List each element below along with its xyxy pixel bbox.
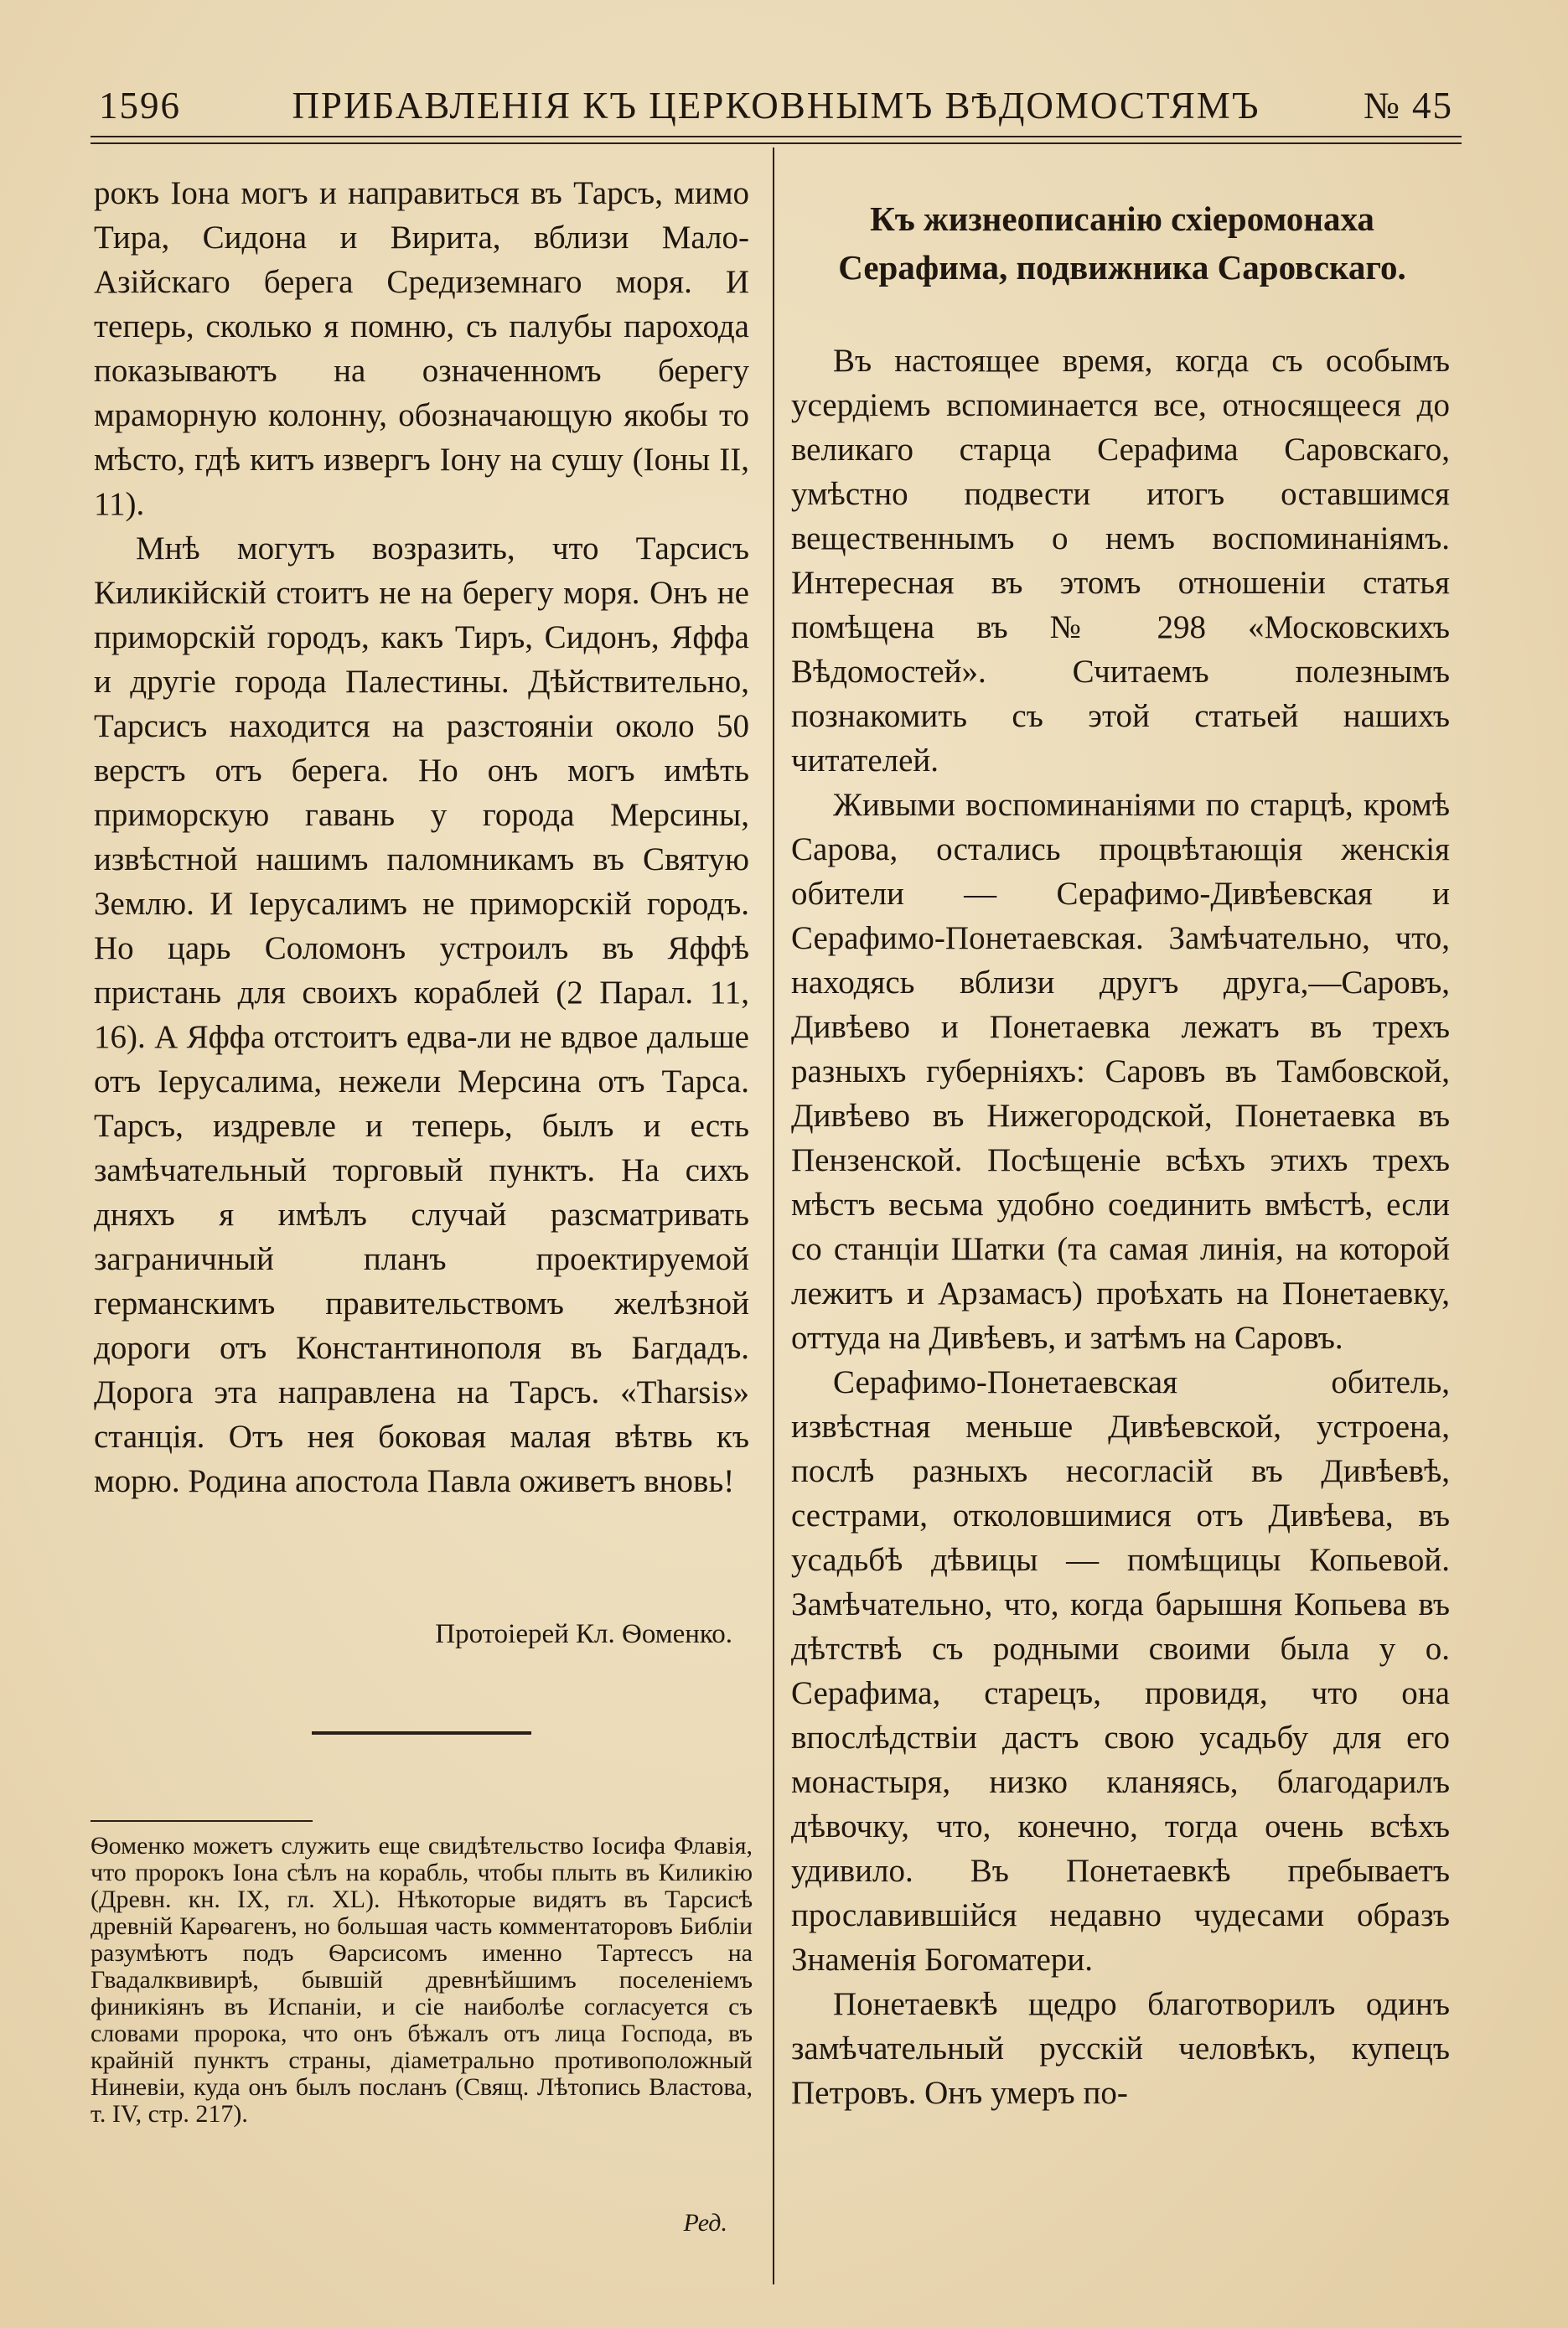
- right-paragraph-3: Серафимо-Понетаевская обитель, извѣстная меньше Дивѣевской, устроена, послѣ разныхъ несогласій въ Дивѣевѣ, сестрами, отколовшимися отъ Дивѣева, въ усадьбѣ дѣвицы — помѣщицы Копьевой. Замѣчательно, что, когда барышня Копьева въ дѣтствѣ съ родными своими была у о. Серафима, старецъ, провидя, что она впослѣдствіи дастъ свою усадьбу для его монастыря, низко кланяясь, благодарилъ дѣвочку, что, конечно, тогда очень всѣхъ удивило. Въ Понетаевкѣ пребываетъ прославившійся недавно чудесами образъ Знаменія Богоматери.: [791, 1364, 1450, 1978]
- header-rule-top: [91, 136, 1462, 137]
- page-header: [99, 84, 1453, 134]
- right-paragraph-2: Живыми воспоминаніями по старцѣ, кромѣ Сарова, остались процвѣтающія женскія обители — Серафимо-Дивѣевская и Серафимо-Понетаевская. Замѣчательно, что, находясь вблизи другъ друга,—Саровъ, Дивѣево и Понетаевка лежатъ въ трехъ разныхъ губерніяхъ: Саровъ въ Тамбовской, Дивѣево въ Нижегородской, Понетаевка въ Пензенской. Посѣщеніе всѣхъ этихъ трехъ мѣстъ весьма удобно соединить вмѣстѣ, если со станціи Шатки (та самая линія, на которой лежитъ и Арзамасъ) проѣхать на Понетаевку, оттуда на Дивѣевъ, и затѣмъ на Саровъ.: [791, 787, 1450, 1356]
- issue-number: № 45: [1363, 85, 1453, 127]
- article-heading: Къ жизнеописанію схіеромонаха Серафима, подвижника Саровскаго.: [838, 199, 1406, 287]
- right-paragraph-4: Понетаевкѣ щедро благотворилъ одинъ замѣчательный русскій человѣкъ, купецъ Петровъ. Онъ умеръ по-: [791, 1986, 1450, 2111]
- footnote-signature: Ред.: [683, 2209, 727, 2237]
- page-number: 1596: [99, 85, 181, 127]
- author-signature: Протоіерей Кл. Ѳоменко.: [435, 1619, 732, 1649]
- running-title: ПРИБАВЛЕНІЯ КЪ ЦЕРКОВНЫМЪ ВѢДОМОСТЯМЪ: [292, 85, 1260, 127]
- article-end-rule: [312, 1731, 531, 1735]
- footnote-text: Ѳоменко можетъ служить еще свидѣтельство Іосифа Флавія, что пророкъ Іона сѣлъ на корабль, чтобы плыть въ Киликію (Древн. кн. IX, гл. XL). Нѣкоторые видятъ въ Тарсисѣ древній Карѳагенъ, но большая часть комментаторовъ Библіи разумѣютъ подъ Ѳарсисомъ именно Тартессъ на Гвадалквивирѣ, бывшій древнѣйшимъ поселеніемъ финикіянъ въ Испаніи, и сіе наиболѣе согласуется съ словами пророка, что онъ бѣжалъ отъ лица Господа, въ крайній пунктъ страны, діаметрально противоположный Ниневіи, куда онъ былъ посланъ (Свящ. Лѣтопись Властова, т. IV, стр. 217).: [91, 1832, 753, 2128]
- left-column: [94, 171, 749, 1503]
- footnote-rule: [91, 1820, 313, 1822]
- left-paragraph-2: Мнѣ могутъ возразить, что Тарсисъ Киликійскій стоитъ не на берегу моря. Онъ не приморскій городъ, какъ Тиръ, Сидонъ, Яффа и другіе города Палестины. Дѣйствительно, Тарсисъ находится на разстояніи около 50 верстъ отъ берега. Но онъ могъ имѣть приморскую гавань у города Мерсины, извѣстной нашимъ паломникамъ въ Святую Землю. И Іерусалимъ не приморскій городъ. Но царь Соломонъ устроилъ въ Яффѣ пристань для своихъ кораблей (2 Парал. 11, 16). А Яффа отстоитъ едва-ли не вдвое дальше отъ Іерусалима, нежели Мерсина отъ Тарса. Тарсъ, издревле и теперь, былъ и есть замѣчательный торговый пунктъ. На сихъ дняхъ я имѣлъ случай разсматривать заграничный планъ проектируемой германскимъ правительствомъ желѣзной дороги отъ Константинополя въ Багдадъ. Дорога эта направлена на Тарсъ. «Tharsis» станція. Отъ нея боковая малая вѣтвь къ морю. Родина апостола Павла оживетъ вновь!: [94, 530, 749, 1499]
- column-divider: [773, 147, 774, 2284]
- right-column: [791, 339, 1450, 2115]
- editorial-footnote: [91, 1833, 753, 2128]
- header-rule-bottom: [91, 142, 1462, 144]
- left-paragraph-1: рокъ Іона могъ и направиться въ Тарсъ, мимо Тира, Сидона и Вирита, вблизи Мало-Азійскаго берега Средиземнаго моря. И теперь, сколько я помню, съ палубы парохода показываютъ на означенномъ берегу мраморную колонну, обозначающую якобы то мѣсто, гдѣ китъ извергъ Іону на сушу (Іоны II, 11).: [94, 175, 749, 522]
- right-paragraph-1: Въ настоящее время, когда съ особымъ усердіемъ вспоминается все, относящееся до великаго старца Серафима Саровскаго, умѣстно подвести итогъ оставшимся вещественнымъ о немъ воспоминаніямъ. Интересная въ этомъ отношеніи статья помѣщена въ № 298 «Московскихъ Вѣдомостей». Считаемъ полезнымъ познакомить съ этой статьей нашихъ читателей.: [791, 343, 1450, 779]
